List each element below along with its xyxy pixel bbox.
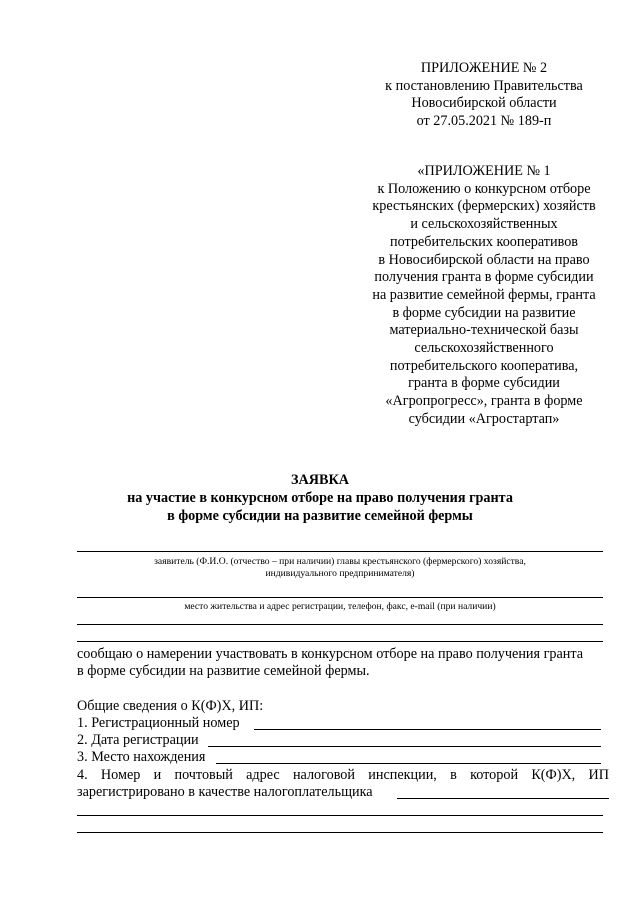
annex-1-line: и сельскохозяйственных xyxy=(410,216,558,233)
blank-line[interactable] xyxy=(77,815,603,816)
applicant-caption xyxy=(77,556,603,580)
annex-2-line: от 27.05.2021 № 189-п xyxy=(416,113,552,130)
annex-2-line: Новосибирской области xyxy=(411,95,557,112)
address-caption: место жительства и адрес регистрации, телефон, факс, e-mail (при наличии) xyxy=(184,601,496,612)
annex-1-line: потребительского кооператива, xyxy=(389,357,579,374)
annex-1-line: крестьянских (фермерских) хозяйств xyxy=(372,198,596,215)
registration-date-label: 2. Дата регистрации xyxy=(77,732,199,748)
tax-office-label: 4. Номер и почтовый адрес налоговой инспекции, в которой К(Ф)Х, ИП xyxy=(77,767,609,783)
blank-line[interactable] xyxy=(77,624,603,625)
annex-2-header xyxy=(372,60,596,131)
document-title xyxy=(60,471,580,525)
intent-text: в форме субсидии на развитие семейной фермы. xyxy=(77,663,370,679)
location-label: 3. Место нахождения xyxy=(77,749,206,765)
annex-2-line: к постановлению Правительства xyxy=(385,77,583,94)
tax-office-label-cont: зарегистрировано в качестве налогоплательщика xyxy=(77,784,373,800)
annex-1-line: к Положению о конкурсном отборе xyxy=(377,180,591,197)
annex-1-line: получения гранта в форме субсидии xyxy=(374,269,594,286)
applicant-caption-line: индивидуального предпринимателя) xyxy=(265,568,415,579)
registration-date-field[interactable] xyxy=(208,746,601,747)
applicant-name-line[interactable] xyxy=(77,551,603,552)
annex-1-line: в Новосибирской области на право xyxy=(378,251,590,268)
title-main: ЗАЯВКА xyxy=(291,472,349,488)
address-line[interactable] xyxy=(77,597,603,598)
applicant-caption-line: заявитель (Ф.И.О. (отчество – при наличии) главы крестьянского (фермерского) хозяйства, xyxy=(154,556,526,567)
location-field[interactable] xyxy=(216,763,601,764)
annex-1-line: сельскохозяйственного xyxy=(414,340,554,357)
annex-1-line: «ПРИЛОЖЕНИЕ № 1 xyxy=(417,163,551,179)
annex-1-line: на развитие семейной фермы, гранта xyxy=(372,286,596,303)
annex-2-line: ПРИЛОЖЕНИЕ № 2 xyxy=(420,60,548,76)
annex-1-line: материально-технической базы xyxy=(389,322,579,339)
general-info-heading: Общие сведения о К(Ф)Х, ИП: xyxy=(77,698,264,714)
registration-number-label: 1. Регистрационный номер xyxy=(77,715,240,731)
registration-number-field[interactable] xyxy=(254,729,601,730)
annex-1-line: потребительских кооперативов xyxy=(389,233,578,250)
title-subtitle-line: на участие в конкурсном отборе на право получения гранта xyxy=(127,490,513,506)
blank-line[interactable] xyxy=(77,641,603,642)
annex-1-line: гранта в форме субсидии xyxy=(408,375,560,392)
annex-1-header xyxy=(372,163,596,429)
title-subtitle-line: в форме субсидии на развитие семейной фермы xyxy=(167,508,473,524)
tax-office-field[interactable] xyxy=(397,798,609,799)
annex-1-line: субсидии «Агростартап» xyxy=(408,410,560,427)
blank-line[interactable] xyxy=(77,832,603,833)
intent-text: сообщаю о намерении участвовать в конкурсном отборе на право получения гранта xyxy=(77,646,584,662)
annex-1-line: в форме субсидии на развитие xyxy=(392,304,576,321)
annex-1-line: «Агропрогресс», гранта в форме xyxy=(385,393,583,410)
